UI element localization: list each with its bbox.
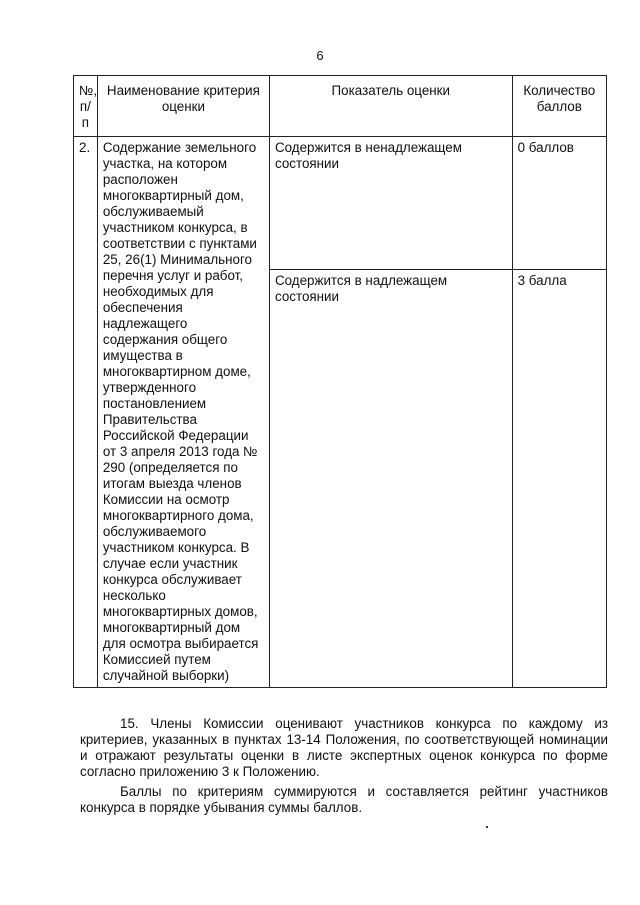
score-cell: 3 балла: [512, 270, 606, 688]
scan-speck: [486, 826, 488, 828]
header-number: №, п/п: [74, 76, 98, 137]
header-indicator: Показатель оценки: [269, 76, 512, 137]
header-criterion-name: Наименование критерия оценки: [97, 76, 269, 137]
indicator-cell: Содержится в надлежащем состоянии: [269, 270, 512, 688]
score-cell: 0 баллов: [512, 137, 606, 270]
header-score: Количество баллов: [512, 76, 606, 137]
body-text: [80, 716, 608, 820]
criteria-table: [73, 75, 607, 688]
page-number: 6: [316, 48, 324, 63]
paragraph-15: 15. Члены Комиссии оценивают участников конкурса по каждому из критериев, указанных в пунктах 13-14 Положения, по соответствующей номинации и отражают результаты оценки в листе экспертных оценок конкурса по форме согласно приложению 3 к Положению.: [80, 716, 608, 779]
table-row: [74, 137, 607, 270]
criterion-name-cell: Содержание земельного участка, на котором расположен многоквартирный дом, обслуживаемый участником конкурса, в соответствии с пунктами 25, 26(1) Минимального перечня услуг и работ, необходимых для обеспечения надлежащего содержания общего имущества в многоквартирном доме, утвержденного постановлением Правительства Российской Федерации от 3 апреля 2013 года № 290 (определяется по итогам выезда членов Комиссии на осмотр многоквартирного дома, обслуживаемого участником конкурса. В случае если участник конкурса обслуживает несколько многоквартирных домов, многоквартирный дом для осмотра выбирается Комиссией путем случайной выборки): [97, 137, 269, 688]
paragraph-scores-summary: Баллы по критериям суммируются и составляется рейтинг участников конкурса в порядке убывания суммы баллов.: [80, 784, 608, 815]
table-header-row: [74, 76, 607, 137]
indicator-cell: Содержится в ненадлежащем состоянии: [269, 137, 512, 270]
row-number: 2.: [74, 137, 98, 688]
